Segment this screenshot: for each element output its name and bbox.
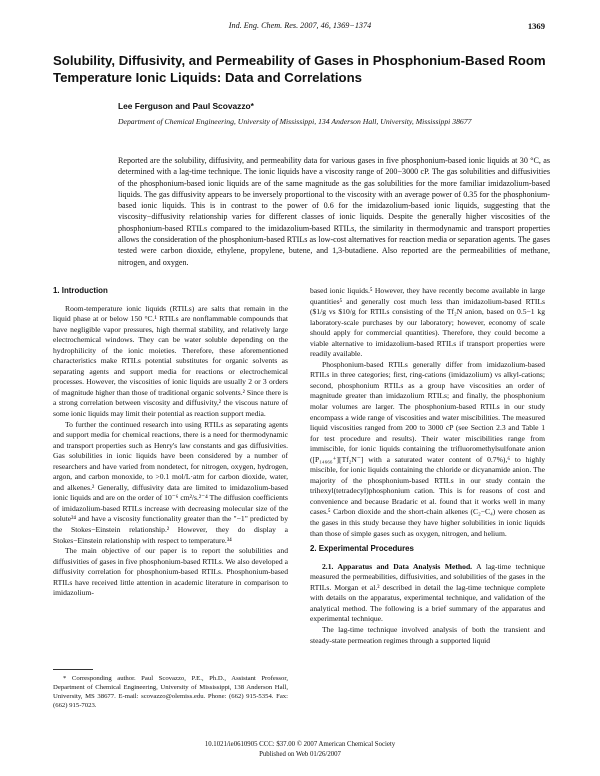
authors: Lee Ferguson and Paul Scovazzo*	[118, 101, 254, 111]
footnote-rule	[53, 669, 93, 670]
intro-paragraph-1: Room-temperature ionic liquids (RTILs) are salts that remain in the liquid phase at or below 150 °C.¹ RTILs are nonflammable compounds that have negligible vapor pressures, high thermal stability, and relatively large electrochemical windows. They can be water soluble depending on the hydrophilicity of the ionic moieties. Therefore, these aforementioned characteristics make RTILs potential substitutes for organic solvents as separating agents and support media for reactions or electrochemical processes. However, the viscosities of ionic liquids are usually 2 or 3 orders of magnitude higher than those of traditional organic solvents.² Since there is a strong correlation between viscosity and diffusivity,² the viscous nature of some ionic liquids may limit their potential as reaction support media.	[53, 303, 288, 419]
abstract: Reported are the solubility, diffusivity, and permeability data for various gases in five phosphonium-based ionic liquids at 30 °C, as determined with a lag-time technique. The ionic liquids have a viscosity range of 200−3000 cP. The gas solubilities and diffusivities of the phosphonium-based ionic liquids are of the same magnitude as the gas solubilities for the more familiar imidazolium-based liquids. The gas diffusivity appears to be inversely proportional to the viscosity with an average power of 0.35 for the phosphonium-based ionic liquids. This is in contrast to the power of 0.6 for the imidazolium-based ionic liquids, suggesting that the viscosity−diffusivity relationship varies for different classes of ionic liquids. Despite the generally higher viscosities of the phosphonium-based RTILs compared to the imidazolium-based RTILs, the similarity in thermodynamic and transport properties allows the consideration of the phosphonium-based RTILs as low-cost alternatives for reaction media or separation agents. The gases tested were carbon dioxide, ethylene, propylene, butene, and 1,3-butadiene. Also reported are the permeabilities of methane, nitrogen, and oxygen.	[118, 156, 550, 267]
intro-paragraph-3: The main objective of our paper is to report the solubilities and diffusivities of gases in five phosphonium-based RTILs. We also developed a diffusivity correlation for phosphonium-based RTILs. Phosphonium-based RTILs have received little attention in academic literature in comparison to imidazolium-	[53, 546, 288, 598]
right-column	[310, 286, 545, 646]
journal-citation: Ind. Eng. Chem. Res. 2007, 46, 1369−1374	[228, 21, 372, 30]
intro-paragraph-2: To further the continued research into using RTILs as separating agents and support media for chemical reactions, there is a need for thermodynamic and transport properties such as Henry's law constants and gas diffusivities. Gas solubilities in ionic liquids have been considered by a number of researchers and have varied from nondetect, for nitrogen, oxygen, hydrogen, argon, and carbon monoxide, to >0.1 mol/L·atm for carbon dioxide, water, and alkenes.² Generally, diffusivity data are limited to imidazolium-based ionic liquids and are on the order of 10⁻⁶ cm²/s.²⁻⁴ The diffusion coefficients of imidazolium-based RTILs increase with decreasing molecular size of the solute²⁴ and have a viscosity functionality greater than the "−1" predicted by the Stokes−Einstein relationship.² However, they do display a Stokes−Einstein relationship with respect to temperature.³⁴	[53, 419, 288, 545]
experimental-paragraph-1	[310, 562, 545, 625]
running-head	[55, 21, 545, 35]
experimental-paragraph-2: The lag-time technique involved analysis of both the transient and steady-state permeation regimes through a supported liquid	[310, 624, 545, 645]
subsection-heading-apparatus: 2.1. Apparatus and Data Analysis Method.	[322, 561, 473, 571]
intro-continued-paragraph: based ionic liquids.⁵ However, they have recently become available in large quantities⁵ and generally cost much less than imidazolium-based RTILs ($1/g vs $10/g for RTILs consisting of the Tf₂N anion, based on 0.5−1 kg laboratory-scale purchases by our laboratory; however, economy of scale should apply for commercial quantities). Therefore, they could become a viable alternative to imidazolium-based RTILs if transport properties were readily available.	[310, 286, 545, 359]
intro-paragraph-phosphonium: Phosphonium-based RTILs generally differ from imidazolium-based RTILs in three categories; first, ring-cations (imidazolium) vs alkyl-cations; second, phosphonium RTILs as a group have viscosities an order of magnitude greater than imidazolium RTILs; and finally, the phosphonium molar volumes are larger. The phosphonium-based RTILs in our study encompass a wide range of viscosities and water miscibilities. The measured liquid viscosities ranged from 200 to 3000 cP (see Section 2.3 and Table 1 for test procedure and results). Their water miscibilities range from immiscible, for ionic liquids containing the trifluoromethylsulfonate anion ([P₁₄₆₆₆⁺][Tf₂N⁻] with a saturated water content of 0.7%),⁶ to highly miscible, for ionic liquids containing the chloride or dicyanamide anion. The majority of the phosphonium-based RTILs in our study contain the trihexyl(tetradecyl)phosphonium cation. This is for reasons of cost and convenience and because Bradaric et al. found that it works well in many cases.⁵ Carbon dioxide and the short-chain alkenes (C₂−C₄) were chosen as the gases in this study because they have higher solubilities in ionic liquids than those of simple gases such as oxygen, nitrogen, and helium.	[310, 359, 545, 538]
published-line: Published on Web 01/26/2007	[259, 751, 341, 758]
left-column	[53, 286, 288, 599]
affiliation: Department of Chemical Engineering, University of Mississippi, 134 Anderson Hall, University, Mississippi 38677	[118, 117, 472, 126]
doi-line: 10.1021/ie0610905 CCC: $37.00 © 2007 American Chemical Society	[204, 741, 396, 748]
page-number: 1369	[527, 21, 545, 31]
section-heading-introduction: 1. Introduction	[53, 286, 108, 295]
article-title: Solubility, Diffusivity, and Permeability of Gases in Phosphonium-Based Room Temperature Ionic Liquids: Data and Correlations	[53, 53, 546, 85]
experimental-paragraph-1-text: A lag-time technique measured the permeabilities, diffusivities, and solubilities of the gases in the RTILs. Morgan et al.² described in detail the lag-time technique complete with details on the apparatus, experimental technique, and validation of the analytical method. The following is a brief summary of the apparatus and experimental technique.	[310, 561, 546, 624]
corresponding-author-footnote: * Corresponding author. Paul Scovazzo, P.E., Ph.D., Assistant Professor, Department of Chemical Engineering, University of Mississippi, 138 Anderson Hall, University, MS 38677. E-mail: scovazzo@olemiss.edu. Phone: (662) 915-5354. Fax: (662) 915-7023.	[53, 675, 288, 709]
section-heading-experimental: 2. Experimental Procedures	[310, 544, 414, 554]
